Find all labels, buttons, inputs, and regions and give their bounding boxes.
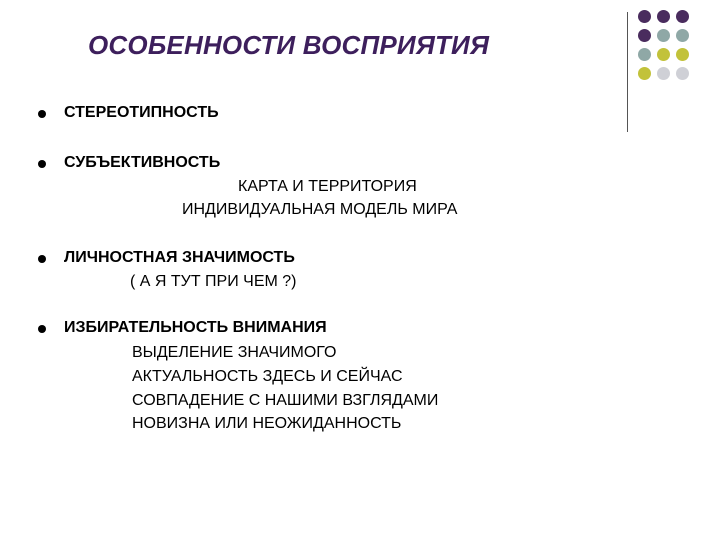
decorative-dot-olive xyxy=(638,67,651,80)
bullet-heading-stereotypy: СТЕРЕОТИПНОСТЬ xyxy=(64,104,219,121)
sub-item-novelty: НОВИЗНА ИЛИ НЕОЖИДАННОСТЬ xyxy=(132,415,402,432)
decorative-dot-lightgray xyxy=(657,67,670,80)
sub-item-individual-model: ИНДИВИДУАЛЬНАЯ МОДЕЛЬ МИРА xyxy=(182,201,458,218)
decorative-dot-olive xyxy=(657,48,670,61)
decorative-dot-purple xyxy=(638,29,651,42)
decorative-dot-teal xyxy=(676,29,689,42)
decorative-dot-purple xyxy=(638,10,651,23)
decorative-dot-lightgray xyxy=(676,67,689,80)
bullet-heading-subjectivity: СУБЪЕКТИВНОСТЬ xyxy=(64,154,221,171)
decorative-dot-grid xyxy=(638,10,708,120)
bullet-icon xyxy=(38,255,46,263)
bullet-icon xyxy=(38,160,46,168)
bullet-icon xyxy=(38,110,46,118)
decorative-dot-purple xyxy=(676,10,689,23)
bullet-heading-selective-attention: ИЗБИРАТЕЛЬНОСТЬ ВНИМАНИЯ xyxy=(64,319,327,336)
slide-title: ОСОБЕННОСТИ ВОСПРИЯТИЯ xyxy=(88,30,490,60)
decorative-divider xyxy=(627,12,628,132)
decorative-dot-teal xyxy=(657,29,670,42)
bullet-heading-personal-significance: ЛИЧНОСТНАЯ ЗНАЧИМОСТЬ xyxy=(64,249,295,266)
decorative-dot-purple xyxy=(657,10,670,23)
bullet-icon xyxy=(38,325,46,333)
sub-item-views-coincidence: СОВПАДЕНИЕ С НАШИМИ ВЗГЛЯДАМИ xyxy=(132,392,439,409)
decorative-dot-teal xyxy=(638,48,651,61)
sub-item-here-and-now: АКТУАЛЬНОСТЬ ЗДЕСЬ И СЕЙЧАС xyxy=(132,368,403,385)
sub-item-significant: ВЫДЕЛЕНИЕ ЗНАЧИМОГО xyxy=(132,344,337,361)
decorative-dot-olive xyxy=(676,48,689,61)
sub-item-what-about-me: ( А Я ТУТ ПРИ ЧЕМ ?) xyxy=(130,273,297,290)
sub-item-map-territory: КАРТА И ТЕРРИТОРИЯ xyxy=(238,178,417,195)
